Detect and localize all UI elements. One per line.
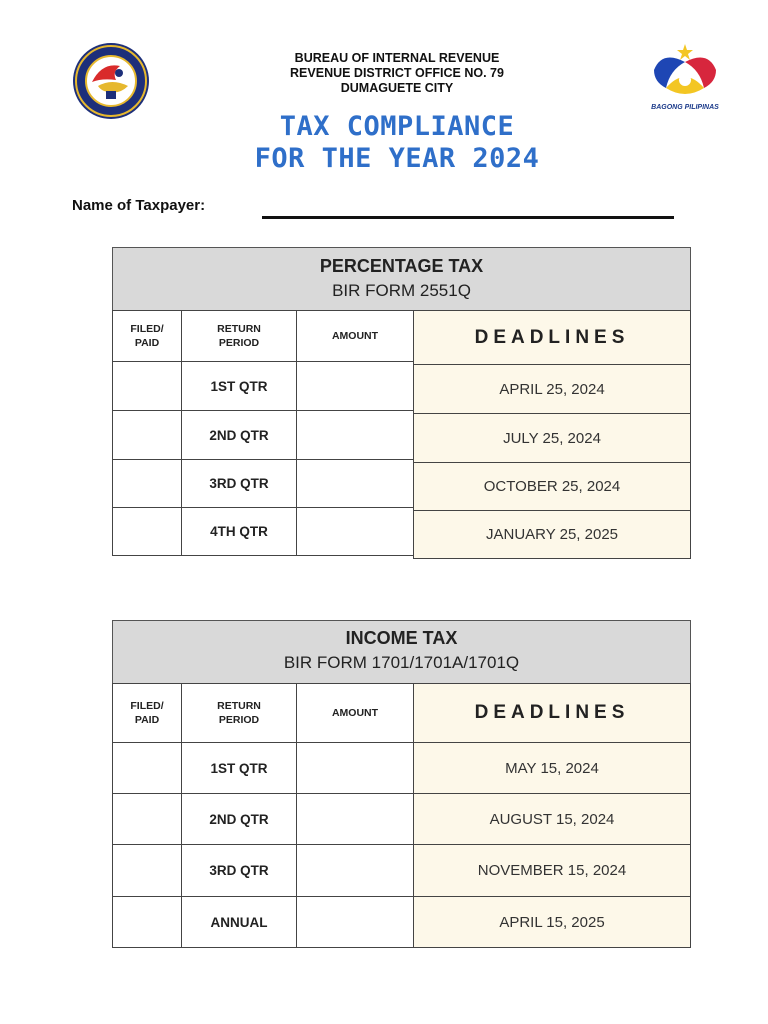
filed-paid-cell[interactable]	[112, 361, 182, 411]
bir-seal-icon	[72, 42, 150, 120]
tax-form: BIR FORM 2551Q	[332, 281, 471, 300]
table-header	[112, 620, 691, 684]
column-deadlines: DEADLINES	[413, 310, 691, 365]
return-period-cell: 4TH QTR	[181, 507, 297, 556]
title-line: TAX COMPLIANCE	[279, 111, 515, 142]
return-period-cell: 2ND QTR	[181, 410, 297, 460]
title-line: FOR THE YEAR 2024	[254, 143, 540, 174]
amount-cell[interactable]	[296, 896, 414, 948]
column-amount: AMOUNT	[296, 683, 414, 743]
return-period-cell: 1ST QTR	[181, 742, 297, 794]
column-amount: AMOUNT	[296, 310, 414, 362]
deadline-cell: JULY 25, 2024	[413, 413, 691, 463]
deadline-cell: APRIL 15, 2025	[413, 896, 691, 948]
table-header	[112, 247, 691, 311]
filed-paid-cell[interactable]	[112, 507, 182, 556]
filed-paid-cell[interactable]	[112, 896, 182, 948]
deadline-cell: AUGUST 15, 2024	[413, 793, 691, 845]
amount-cell[interactable]	[296, 793, 414, 845]
column-return-period: RETURN PERIOD	[181, 683, 297, 743]
amount-cell[interactable]	[296, 361, 414, 411]
amount-cell[interactable]	[296, 507, 414, 556]
taxpayer-label: Name of Taxpayer:	[72, 197, 206, 214]
return-period-cell: 2ND QTR	[181, 793, 297, 845]
taxpayer-name-field[interactable]	[262, 216, 674, 219]
filed-paid-cell[interactable]	[112, 459, 182, 508]
amount-cell[interactable]	[296, 844, 414, 897]
percentage-tax-table	[112, 247, 691, 559]
filed-paid-cell[interactable]	[112, 742, 182, 794]
office-line: BUREAU OF INTERNAL REVENUE	[294, 51, 500, 65]
amount-cell[interactable]	[296, 742, 414, 794]
return-period-cell: 1ST QTR	[181, 361, 297, 411]
amount-cell[interactable]	[296, 410, 414, 460]
amount-cell[interactable]	[296, 459, 414, 508]
column-deadlines: DEADLINES	[413, 683, 691, 743]
deadline-cell: NOVEMBER 15, 2024	[413, 844, 691, 897]
tax-form: BIR FORM 1701/1701A/1701Q	[283, 653, 520, 672]
deadline-cell: APRIL 25, 2024	[413, 364, 691, 414]
return-period-cell: ANNUAL	[181, 896, 297, 948]
office-header	[200, 51, 594, 96]
filed-paid-cell[interactable]	[112, 793, 182, 845]
office-line: REVENUE DISTRICT OFFICE NO. 79	[290, 66, 504, 80]
column-filed-paid: FILED/ PAID	[112, 310, 182, 362]
deadline-cell: OCTOBER 25, 2024	[413, 462, 691, 511]
bagong-pilipinas-logo-icon	[640, 40, 730, 120]
deadline-cell: MAY 15, 2024	[413, 742, 691, 794]
column-filed-paid: FILED/ PAID	[112, 683, 182, 743]
tax-name: PERCENTAGE TAX	[319, 256, 484, 276]
return-period-cell: 3RD QTR	[181, 844, 297, 897]
tax-name: INCOME TAX	[345, 628, 458, 648]
income-tax-table	[112, 620, 691, 948]
page-title	[180, 111, 614, 175]
office-line: DUMAGUETE CITY	[340, 81, 454, 95]
filed-paid-cell[interactable]	[112, 844, 182, 897]
return-period-cell: 3RD QTR	[181, 459, 297, 508]
filed-paid-cell[interactable]	[112, 410, 182, 460]
logo-caption: BAGONG PILIPINAS	[651, 104, 719, 111]
deadline-cell: JANUARY 25, 2025	[413, 510, 691, 559]
column-return-period: RETURN PERIOD	[181, 310, 297, 362]
